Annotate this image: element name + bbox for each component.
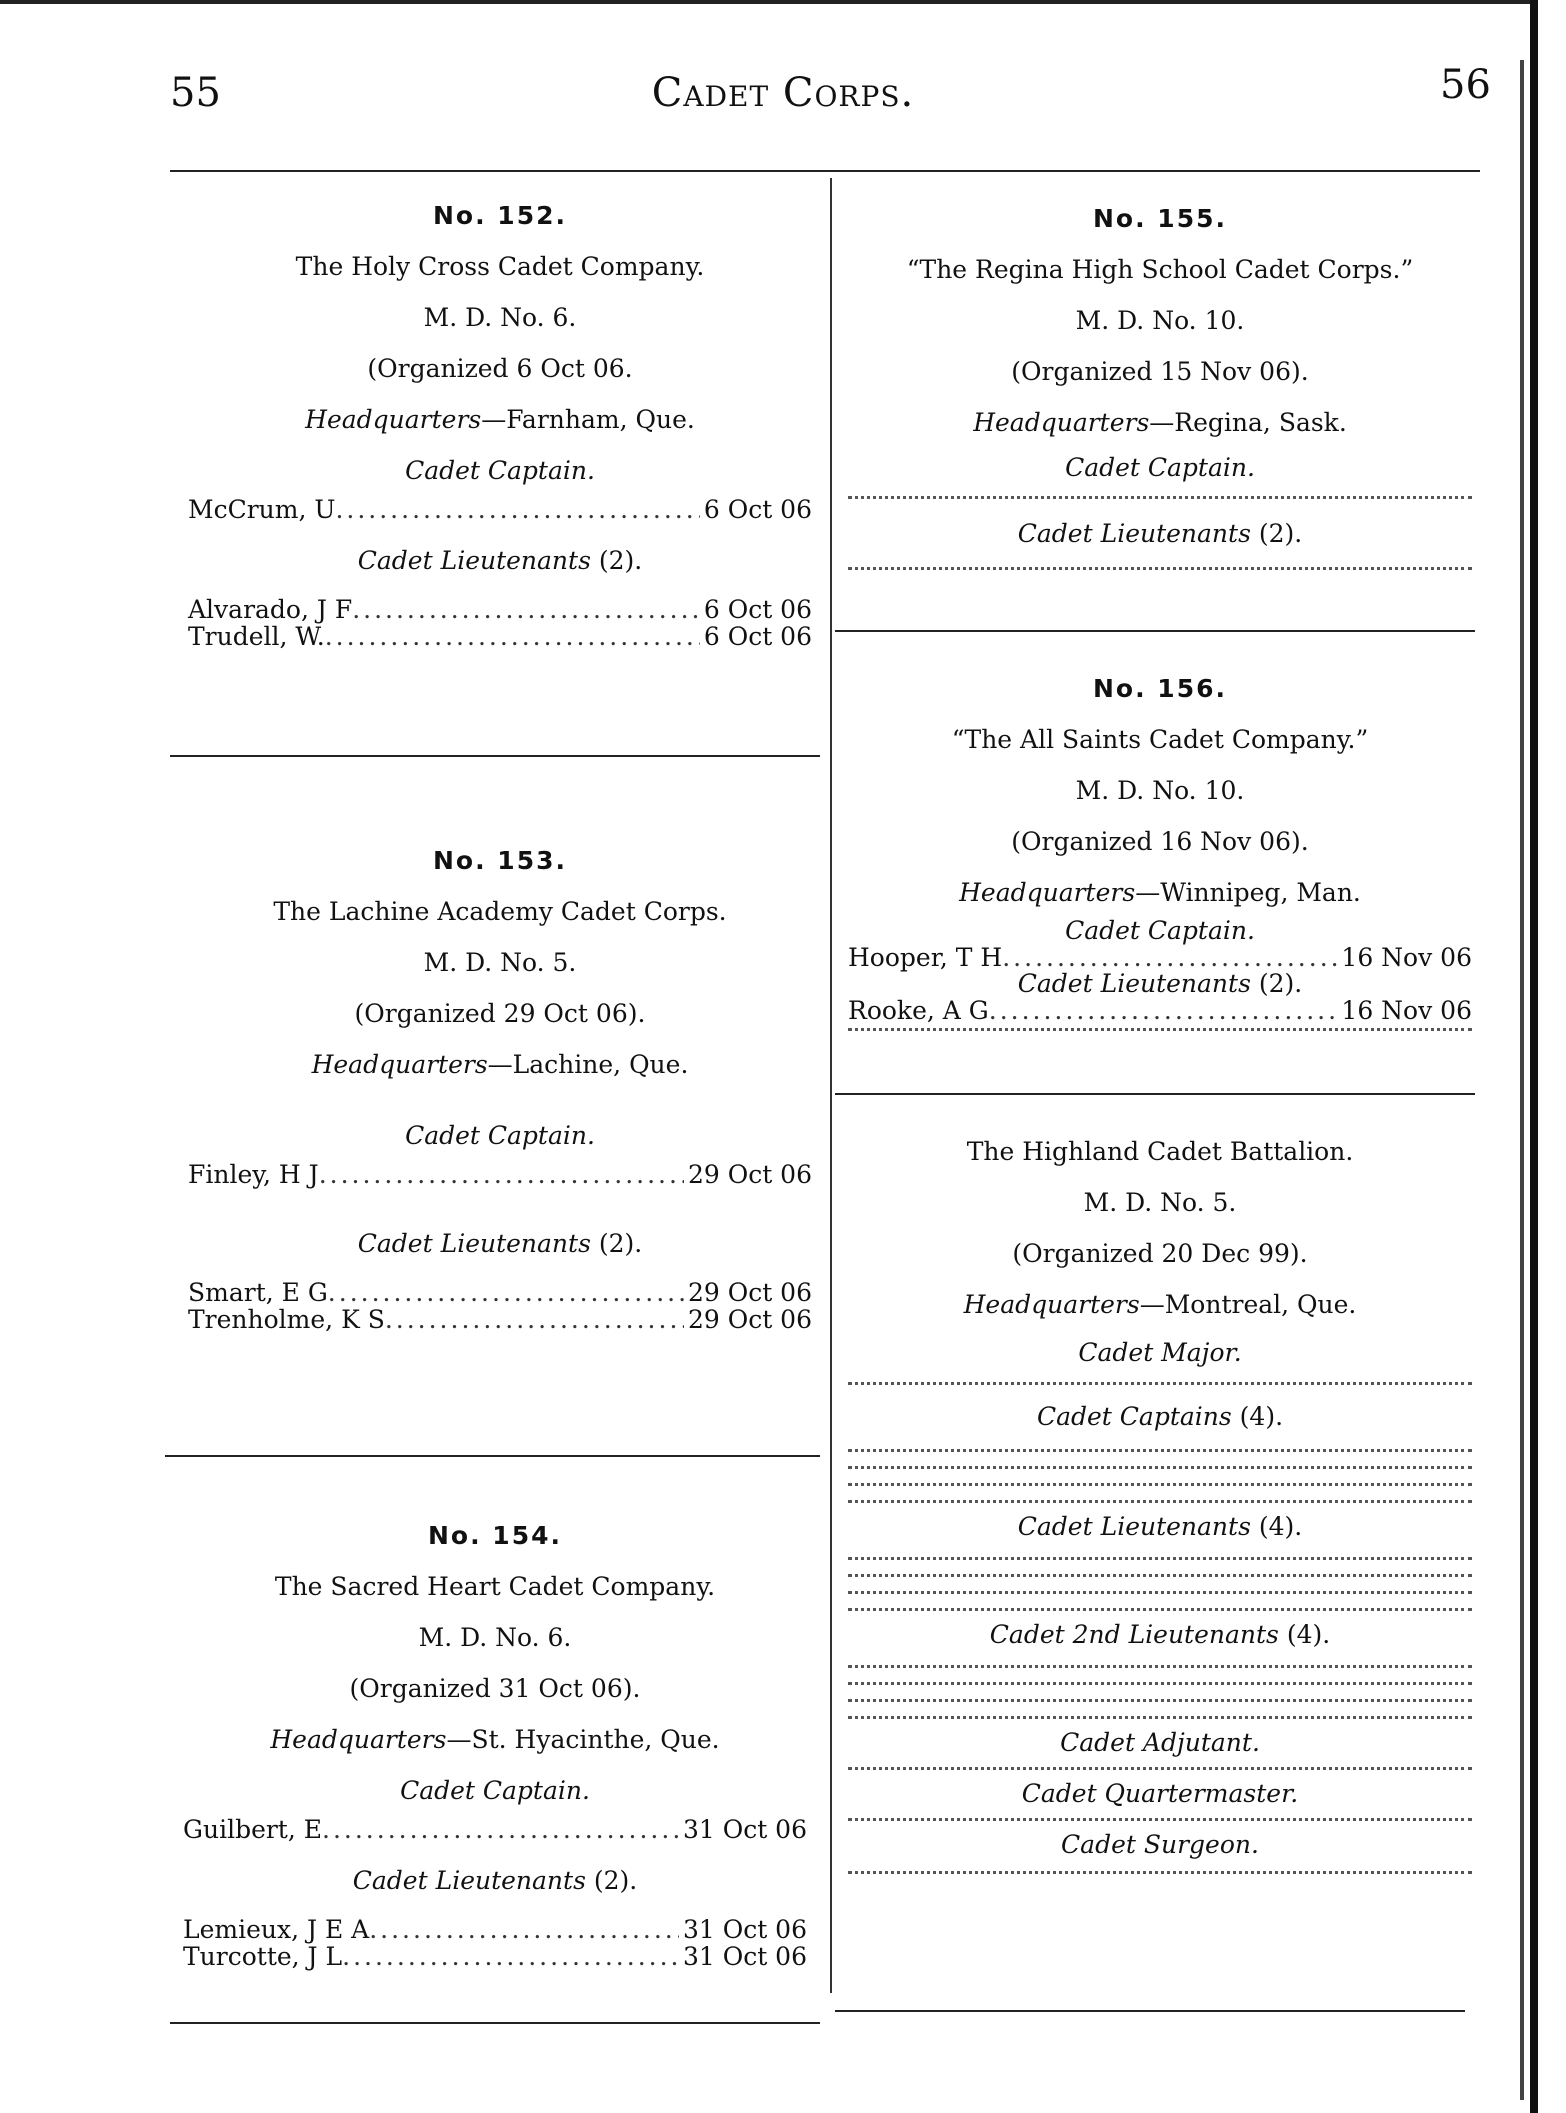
headquarters: Headquarters—St. Hyacinthe, Que. <box>270 1725 720 1754</box>
column-divider <box>830 178 832 1993</box>
officer-row: Rooke, A G ..... 16 Nov 06 <box>840 997 1480 1024</box>
running-title: Cadet Corps. <box>651 70 915 116</box>
military-district: M. D. No. 5. <box>1083 1188 1237 1217</box>
surgeon-heading: Cadet Surgeon. <box>1061 1830 1259 1859</box>
lieutenants-heading: Cadet Lieutenants (2). <box>357 546 643 575</box>
captain-heading: Cadet Captain. <box>1065 916 1255 945</box>
entry-number: No. 153. <box>433 846 567 875</box>
blank-entry-line <box>848 1814 1472 1821</box>
entry-155 <box>840 193 1480 580</box>
blank-entry-line <box>848 1655 1472 1668</box>
entry-152 <box>180 190 820 650</box>
blank-entry-line <box>848 1672 1472 1685</box>
headquarters: Headquarters—Winnipeg, Man. <box>959 878 1361 907</box>
lieutenants-heading: Cadet Lieutenants (4). <box>1017 1512 1303 1541</box>
bottom-rule-left <box>170 2022 820 2024</box>
blank-entry-line <box>848 1376 1472 1385</box>
captains-heading: Cadet Captains (4). <box>1036 1402 1284 1431</box>
section-rule <box>835 1093 1475 1095</box>
headquarters: Headquarters—Farnham, Que. <box>305 405 695 434</box>
officer-row: Alvarado, J F ..... 6 Oct 06 <box>180 596 820 623</box>
lieutenants-heading: Cadet Lieutenants (2). <box>352 1866 638 1895</box>
blank-entry-line <box>848 1689 1472 1702</box>
entry-153 <box>180 835 820 1333</box>
blank-entry-line <box>848 559 1472 570</box>
blank-entry-line <box>848 488 1472 499</box>
blank-entry-line <box>848 1865 1472 1874</box>
organized-date: (Organized 6 Oct 06. <box>367 354 633 383</box>
blank-entry-line <box>848 1564 1472 1577</box>
binding-shadow <box>1520 60 1524 2100</box>
officer-row: Turcotte, J L ..... 31 Oct 06 <box>175 1943 815 1970</box>
blank-entry-line <box>848 1456 1472 1469</box>
officer-row: Lemieux, J E A ..... 31 Oct 06 <box>175 1916 815 1943</box>
lieutenants-heading: Cadet Lieutenants (2). <box>1017 519 1303 548</box>
entry-156 <box>840 663 1480 1041</box>
page-number-left: 55 <box>170 70 221 116</box>
organized-date: (Organized 16 Nov 06). <box>1011 827 1309 856</box>
top-edge-line <box>0 0 1530 4</box>
header-rule <box>170 170 1480 172</box>
corps-name: The Sacred Heart Cadet Company. <box>274 1572 716 1601</box>
officer-row: Trenholme, K S ..... 29 Oct 06 <box>180 1306 820 1333</box>
officer-row: Trudell, W. ..... 6 Oct 06 <box>180 623 820 650</box>
blank-entry-line <box>848 1598 1472 1611</box>
adjutant-heading: Cadet Adjutant. <box>1060 1728 1260 1757</box>
organized-date: (Organized 31 Oct 06). <box>349 1674 641 1703</box>
corps-name: The Holy Cross Cadet Company. <box>295 252 705 281</box>
organized-date: (Organized 29 Oct 06). <box>354 999 646 1028</box>
page-number-right: 56 <box>1440 62 1491 108</box>
organized-date: (Organized 20 Dec 99). <box>1012 1239 1308 1268</box>
headquarters: Headquarters—Regina, Sask. <box>973 408 1347 437</box>
captain-heading: Cadet Captain. <box>1065 453 1255 482</box>
headquarters: Headquarters—Lachine, Que. <box>311 1050 689 1079</box>
officer-row: Hooper, T H ..... 16 Nov 06 <box>840 944 1480 971</box>
bottom-rule-right <box>835 2010 1465 2012</box>
section-rule <box>165 1455 820 1457</box>
officer-row: McCrum, U ..... 6 Oct 06 <box>180 496 820 523</box>
corps-name: The Lachine Academy Cadet Corps. <box>273 897 727 926</box>
blank-entry-line <box>848 1490 1472 1503</box>
military-district: M. D. No. 6. <box>418 1623 572 1652</box>
military-district: M. D. No. 10. <box>1075 306 1245 335</box>
lieutenants-heading: Cadet Lieutenants (2). <box>357 1229 643 1258</box>
officer-row: Guilbert, E ..... 31 Oct 06 <box>175 1816 815 1843</box>
military-district: M. D. No. 6. <box>423 303 577 332</box>
entry-number: No. 154. <box>428 1521 562 1550</box>
blank-entry-line <box>848 1547 1472 1560</box>
blank-entry-line <box>848 1473 1472 1486</box>
blank-entry-line <box>848 1706 1472 1719</box>
military-district: M. D. No. 5. <box>423 948 577 977</box>
major-heading: Cadet Major. <box>1078 1338 1242 1367</box>
blank-entry-line <box>848 1763 1472 1770</box>
right-page-edge <box>1530 0 1538 2113</box>
entry-154 <box>175 1510 815 1970</box>
officer-row: Smart, E G ..... 29 Oct 06 <box>180 1279 820 1306</box>
organized-date: (Organized 15 Nov 06). <box>1011 357 1309 386</box>
captain-heading: Cadet Captain. <box>405 456 595 485</box>
captain-heading: Cadet Captain. <box>405 1121 595 1150</box>
headquarters: Headquarters—Montreal, Que. <box>963 1290 1357 1319</box>
blank-entry-line <box>848 1439 1472 1452</box>
section-rule <box>170 755 820 757</box>
second-lieutenants-heading: Cadet 2nd Lieutenants (4). <box>989 1620 1331 1649</box>
section-rule <box>835 630 1475 632</box>
entry-number: No. 152. <box>433 201 567 230</box>
blank-entry-line <box>848 1581 1472 1594</box>
entry-number: No. 155. <box>1093 204 1227 233</box>
blank-entry-line <box>848 1024 1472 1031</box>
lieutenants-heading: Cadet Lieutenants (2). <box>1017 969 1303 998</box>
entry-highland <box>840 1126 1480 1878</box>
captain-heading: Cadet Captain. <box>400 1776 590 1805</box>
military-district: M. D. No. 10. <box>1075 776 1245 805</box>
quartermaster-heading: Cadet Quartermaster. <box>1021 1779 1299 1808</box>
officer-row: Finley, H J ..... 29 Oct 06 <box>180 1161 820 1188</box>
entry-number: No. 156. <box>1093 674 1227 703</box>
corps-name: “The All Saints Cadet Company.” <box>951 725 1369 754</box>
corps-name: The Highland Cadet Battalion. <box>966 1137 1354 1166</box>
corps-name: “The Regina High School Cadet Corps.” <box>906 255 1414 284</box>
